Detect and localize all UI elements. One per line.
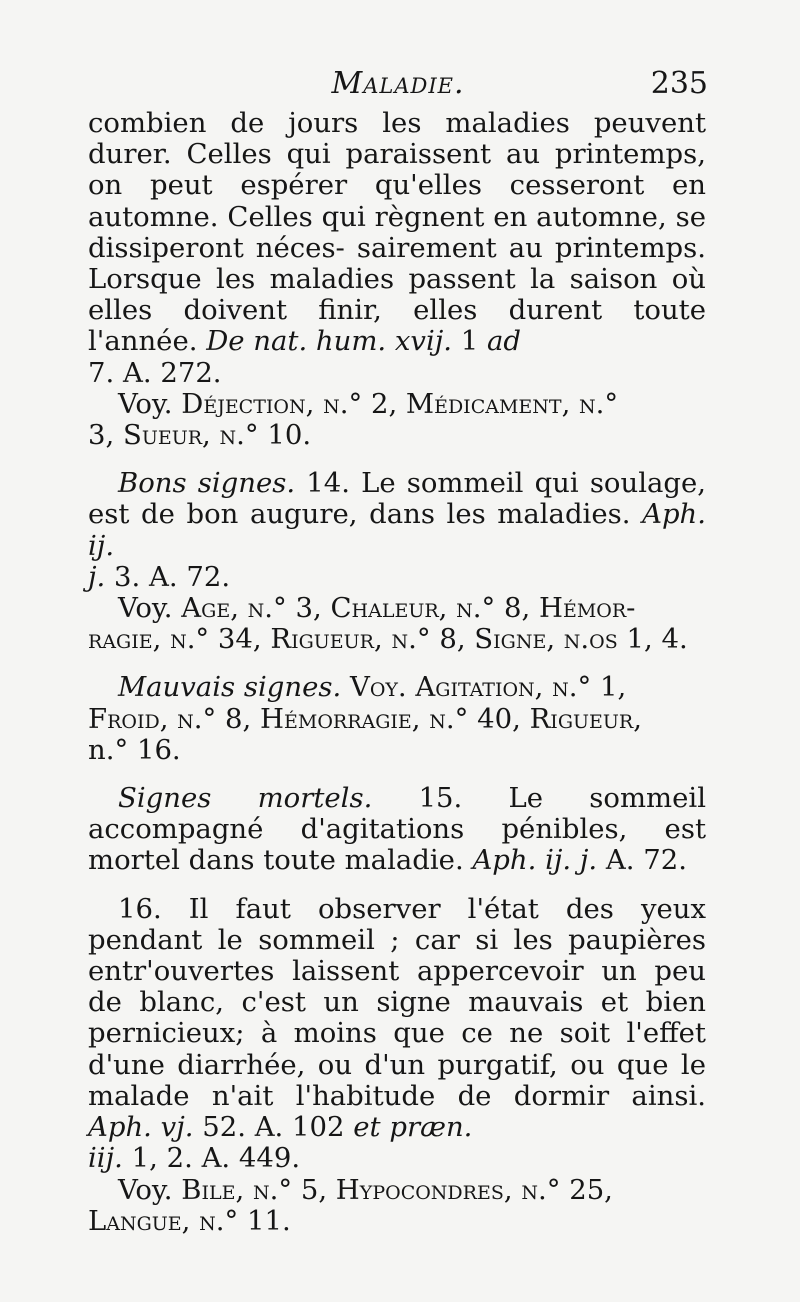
paragraph-bad-signs <box>88 672 706 766</box>
cross-ref-line: Voy. Agitation, n.° 1, <box>349 671 627 704</box>
text-line: Le sommeil qui soulage, <box>361 467 707 500</box>
cross-ref-line: Froid, n.° 8, Hémorragie, n.° 40, Rigueur, <box>88 702 642 735</box>
reference: 7. A. 272. <box>88 356 222 389</box>
text-line: combien de jours les maladies peuvent durer. <box>88 107 706 171</box>
text-line: de dormir ainsi. <box>457 1079 706 1112</box>
cross-ref-line: Age, n.° 3, Chaleur, n.° 8, Hémor- <box>181 592 636 625</box>
section-heading: Bons signes. <box>118 467 296 500</box>
reference: 1, 2. A. 449. <box>131 1142 301 1175</box>
voy-label: Voy. <box>118 1173 173 1206</box>
section-heading: Signes mortels. <box>118 782 373 815</box>
body-text <box>88 108 706 1237</box>
text-line: Le sommeil accompagné <box>88 782 706 846</box>
cross-ref-line: n.° 16. <box>88 733 181 766</box>
paragraph-good-signs <box>88 468 706 593</box>
cross-reference <box>88 389 706 451</box>
citation: Aph. vj. <box>88 1111 194 1144</box>
cross-ref-line: Déjection, n.° 2, Médicament, n.° <box>181 387 619 420</box>
reference: A. 72. <box>605 844 687 877</box>
citation: iij. <box>88 1142 123 1175</box>
paragraph-deadly-signs <box>88 783 706 877</box>
text-line: que ce ne soit l'effet d'une diarrhée, ou d'un <box>88 1017 706 1081</box>
text-line: un signe mauvais et bien pernicieux; à moins <box>88 986 706 1050</box>
cross-reference <box>88 1175 706 1237</box>
paragraph-number: 15. <box>418 782 463 815</box>
text-line: sairement au printemps. Lorsque les maladies <box>88 231 706 296</box>
citation: Aph. ij. j. <box>472 844 598 877</box>
paragraph-number: 14. <box>306 467 350 500</box>
page-number: 235 <box>650 66 708 101</box>
cross-ref-line: ragie, n.° 34, Rigueur, n.° 8, Signe, n.os 1, 4. <box>88 623 688 656</box>
voy-label: Voy. <box>118 387 173 420</box>
text-line: durent toute l'année. <box>88 294 706 358</box>
reference: 3. A. 72. <box>114 560 231 593</box>
paragraph-seasons <box>88 108 706 389</box>
cross-reference <box>88 593 706 655</box>
citation: j. <box>88 560 106 593</box>
section-heading: Mauvais signes. <box>118 671 342 704</box>
cross-ref-line: 3, Sueur, n.° 10. <box>88 419 312 452</box>
citation: Aph. ij. <box>88 498 706 562</box>
text-line: 16. Il faut observer l'état des yeux pendant <box>88 892 706 956</box>
text-line: est de bon augure, dans les maladies. <box>88 498 631 531</box>
running-title: Maladie. <box>331 66 465 101</box>
text-line: purgatif, ou que le malade n'ait l'habitude <box>88 1048 706 1112</box>
text-line: d'agitations pénibles, est mortel dans toute <box>88 813 706 877</box>
text-line: qui règnent en automne, se dissiperont néces- <box>88 200 706 264</box>
citation-et-praen: et præn. <box>353 1111 473 1144</box>
text-line: passent la saison où elles doivent finir, elles <box>88 263 706 327</box>
cross-ref-line: Bile, n.° 5, Hypocondres, n.° 25, <box>181 1173 613 1206</box>
paragraph-16 <box>88 894 706 1175</box>
text-line: espérer qu'elles cesseront en automne. Celles <box>88 169 706 233</box>
citation-number: 1 <box>460 325 479 358</box>
citation-ad: ad <box>487 325 522 358</box>
text-line: Celles qui paraissent au printemps, on peut <box>88 138 706 202</box>
cross-ref-line: Langue, n.° 11. <box>88 1204 291 1237</box>
voy-label: Voy. <box>118 592 173 625</box>
page-header <box>88 66 708 106</box>
citation: De nat. hum. xvij. <box>206 325 453 358</box>
text-line: maladie. <box>344 844 464 877</box>
text-line: laissent appercevoir un peu de blanc, c'est <box>88 955 706 1019</box>
text-line: le sommeil ; car si les paupières entr'ouvertes <box>88 923 706 988</box>
reference: 52. A. 102 <box>202 1111 345 1144</box>
